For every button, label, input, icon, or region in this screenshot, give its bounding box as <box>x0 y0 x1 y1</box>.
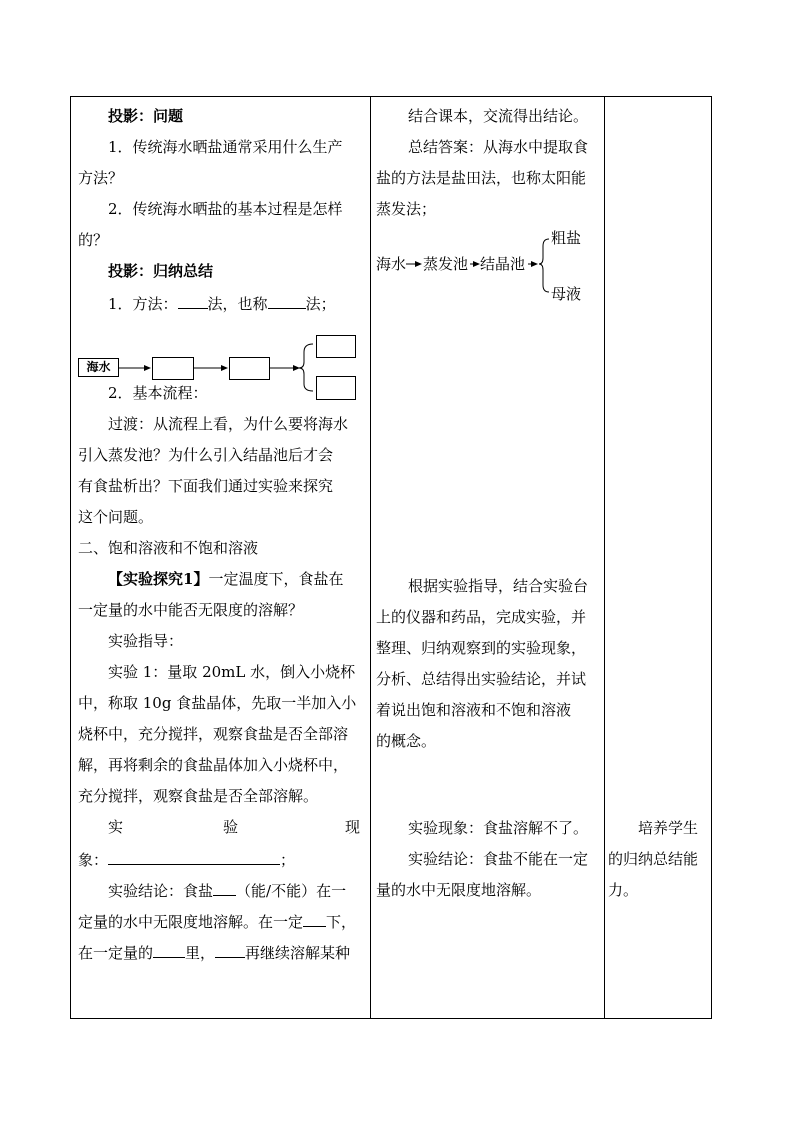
intent-line-3: 力。 <box>608 881 639 899</box>
flow-mother-liquor: 母液 <box>551 285 582 303</box>
question-1-line-2: 方法？ <box>78 169 124 187</box>
student-experiment-line-1: 根据实验指导，结合实验台 <box>408 577 589 595</box>
intent-line-1: 培养学生 <box>638 819 699 837</box>
question-1-line-1: 1．传统海水晒盐通常采用什么生产 <box>108 138 343 156</box>
conclusion-text: 下， <box>326 913 357 931</box>
question-2-line-1: 2．传统海水晒盐的基本过程是怎样 <box>108 200 343 218</box>
experiment-question-text: 一定温度下，食盐在 <box>208 570 344 588</box>
question-2-line-2: 的？ <box>78 231 109 249</box>
conclusion-text: 里， <box>185 944 216 962</box>
experiment-step-line-2: 中，称取 10g 食盐晶体，先取一半加入小 <box>78 694 357 712</box>
projection-question-heading: 投影：问题 <box>108 107 184 125</box>
flow-crude-salt: 粗盐 <box>551 229 582 247</box>
method-suffix: 法； <box>305 295 336 313</box>
phenomenon-char: 验 <box>223 818 239 836</box>
student-line-3: 盐的方法是盐田法，也称太阳能 <box>376 169 587 187</box>
projection-summary-heading: 投影：归纳总结 <box>108 262 214 280</box>
student-experiment-line-4: 分析、总结得出实验结论，并试 <box>376 670 587 688</box>
transition-line-4: 这个问题。 <box>78 508 154 526</box>
student-experiment-line-5: 着说出饱和溶液和不饱和溶液 <box>376 701 572 719</box>
method-middle: 法，也称 <box>207 295 268 313</box>
flow-crystallization-pond: 结晶池 <box>480 255 526 273</box>
flow-box-label: 海水 <box>86 360 111 374</box>
method-prefix: 1．方法： <box>108 295 178 313</box>
transition-line-1: 过渡：从流程上看，为什么要将海水 <box>108 415 349 433</box>
experiment-step-line-1: 实验 1：量取 20mL 水，倒入小烧杯 <box>108 663 356 681</box>
experiment-step-line-5: 充分搅拌，观察食盐是否全部溶解。 <box>78 787 319 805</box>
experiment-step-line-3: 烧杯中，充分搅拌，观察食盐是否全部溶 <box>78 725 349 743</box>
transition-line-3: 有食盐析出？下面我们通过实验来探究 <box>78 477 334 495</box>
transition-line-2: 引入蒸发池？为什么引入结晶池后才会 <box>78 446 334 464</box>
experiment-label: 【实验探究1】 <box>108 570 209 588</box>
conclusion-text: （能/不能）在一 <box>236 882 347 900</box>
phenomenon-end: ； <box>280 851 296 869</box>
section-heading: 二、饱和溶液和不饱和溶液 <box>78 539 259 557</box>
guide-heading: 实验指导： <box>108 632 184 650</box>
phenomenon-char: 现 <box>345 818 361 836</box>
observation-line-3: 量的水中无限度地溶解。 <box>376 881 542 899</box>
observation-line-2: 实验结论：食盐不能在一定 <box>408 850 589 868</box>
student-experiment-line-6: 的概念。 <box>376 732 437 750</box>
experiment-question-line-2: 一定量的水中能否无限度的溶解？ <box>78 601 304 619</box>
conclusion-text: 实验结论：食盐 <box>108 882 214 900</box>
conclusion-text: 定量的水中无限度地溶解。在一定 <box>78 913 304 931</box>
student-line-1: 结合课本，交流得出结论。 <box>408 107 589 125</box>
intent-line-2: 的归纳总结能 <box>608 850 699 868</box>
flow-seawater: 海水 <box>376 255 407 273</box>
flow-evaporation-pond: 蒸发池 <box>423 255 469 273</box>
phenomenon-char: 实 <box>108 818 124 836</box>
conclusion-text: 在一定量的 <box>78 944 154 962</box>
basic-process-heading: 2．基本流程： <box>108 384 208 402</box>
student-line-4: 蒸发法； <box>376 200 437 218</box>
observation-line-1: 实验现象：食盐溶解不了。 <box>408 819 589 837</box>
student-experiment-line-3: 整理、归纳观察到的实验现象， <box>376 639 587 657</box>
student-line-2: 总结答案：从海水中提取食 <box>408 138 589 156</box>
student-experiment-line-2: 上的仪器和药品，完成实验，并 <box>376 608 587 626</box>
experiment-step-line-4: 解，再将剩余的食盐晶体加入小烧杯中， <box>78 756 349 774</box>
phenomenon-label: 象： <box>78 851 109 869</box>
conclusion-text: 再继续溶解某种 <box>245 944 351 962</box>
